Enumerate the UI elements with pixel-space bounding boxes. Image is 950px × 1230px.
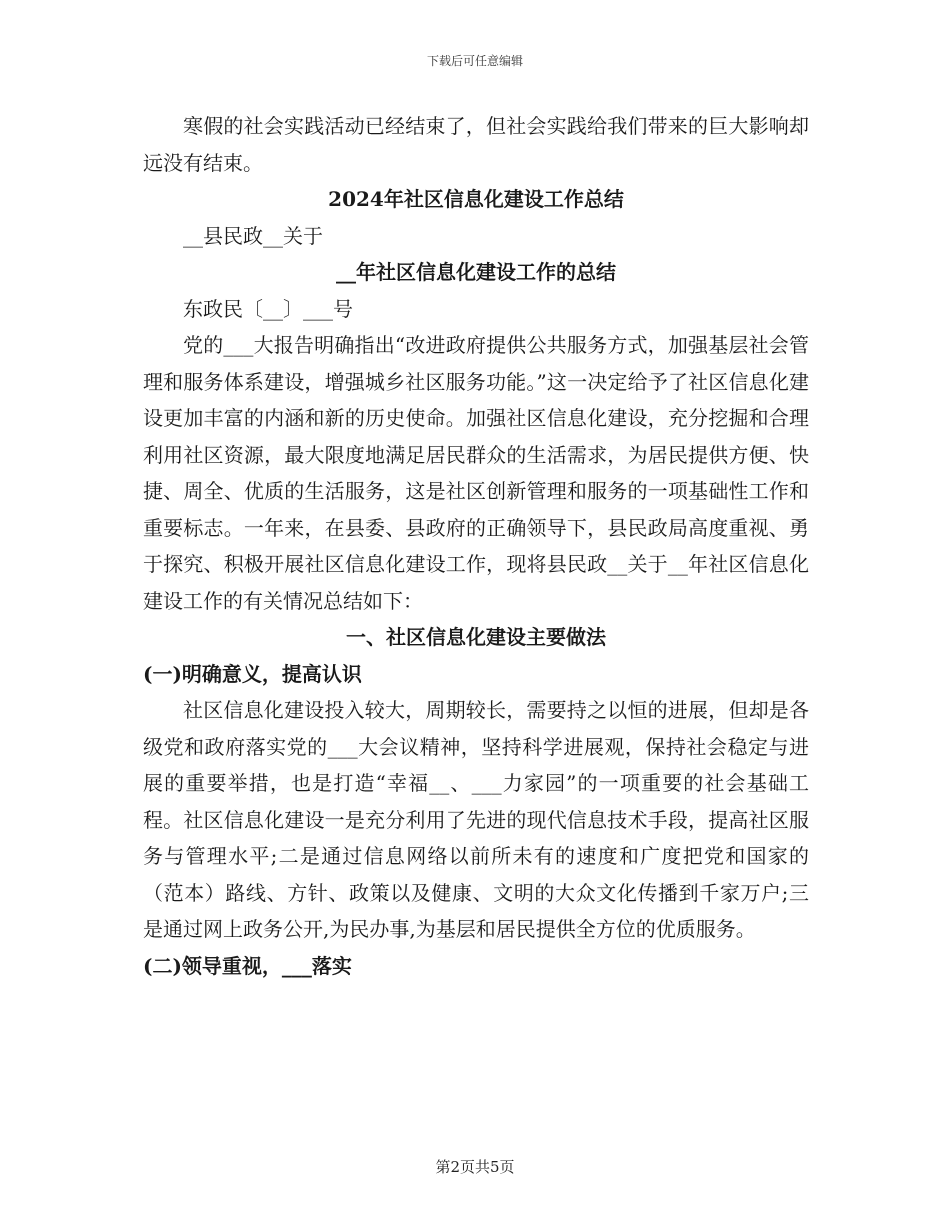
issuer-line: __县民政__关于 [183, 223, 323, 248]
document-subtitle: __年社区信息化建设工作的总结 [336, 260, 616, 284]
main-paragraph: 党的___大报告明确指出“改进政府提供公共服务方式，加强基层社会管理和服务体系建设，增强城乡社区服务功能。”这一决定给予了社区信息化建设更加丰富的内涵和新的历史使命。加强社区信息化建设，充分挖掘和合理利用社区资源，最大限度地满足居民群众的生活需求，为居民提供方便、快捷、周全、优质的生活服务，这是社区创新管理和服务的一项基础性工作和重要标志。一年来，在县委、县政府的正确领导下，县民政局高度重视、勇于探究、积极开展社区信息化建设工作，现将县民政__关于__年社区信息化建设工作的有关情况总结如下： [143, 333, 809, 613]
header-note: 下载后可任意编辑 [426, 54, 523, 68]
section-heading-1: 一、社区信息化建设主要做法 [346, 625, 606, 649]
sub-heading-2: (二)领导重视，___落实 [143, 953, 352, 978]
document-number: 东政民〔__〕___号 [183, 296, 353, 321]
page-indicator: 第2页共5页 [435, 1158, 515, 1176]
sub-paragraph-1: 社区信息化建设投入较大，周期较长，需要持之以恒的进展，但却是各级党和政府落实党的___大会议精神，坚持科学进展观，保持社会稳定与进展的重要举措，也是打造“幸福__、___力家园”的一项重要的社会基础工程。社区信息化建设一是充分利用了先进的现代信息技术手段，提高社区服务与管理水平;二是通过信息网络以前所未有的速度和广度把党和国家的（范本）路线、方针、政策以及健康、文明的大众文化传播到千家万户;三是通过网上政务公开,为民办事,为基层和居民提供全方位的优质服务。 [143, 698, 809, 941]
intro-paragraph: 寒假的社会实践活动已经结束了，但社会实践给我们带来的巨大影响却远没有结束。 [143, 114, 809, 175]
document-body [143, 108, 809, 984]
sub-heading-1: (一)明确意义，提高认识 [143, 661, 362, 686]
document-title: 2024年社区信息化建设工作总结 [328, 187, 624, 211]
